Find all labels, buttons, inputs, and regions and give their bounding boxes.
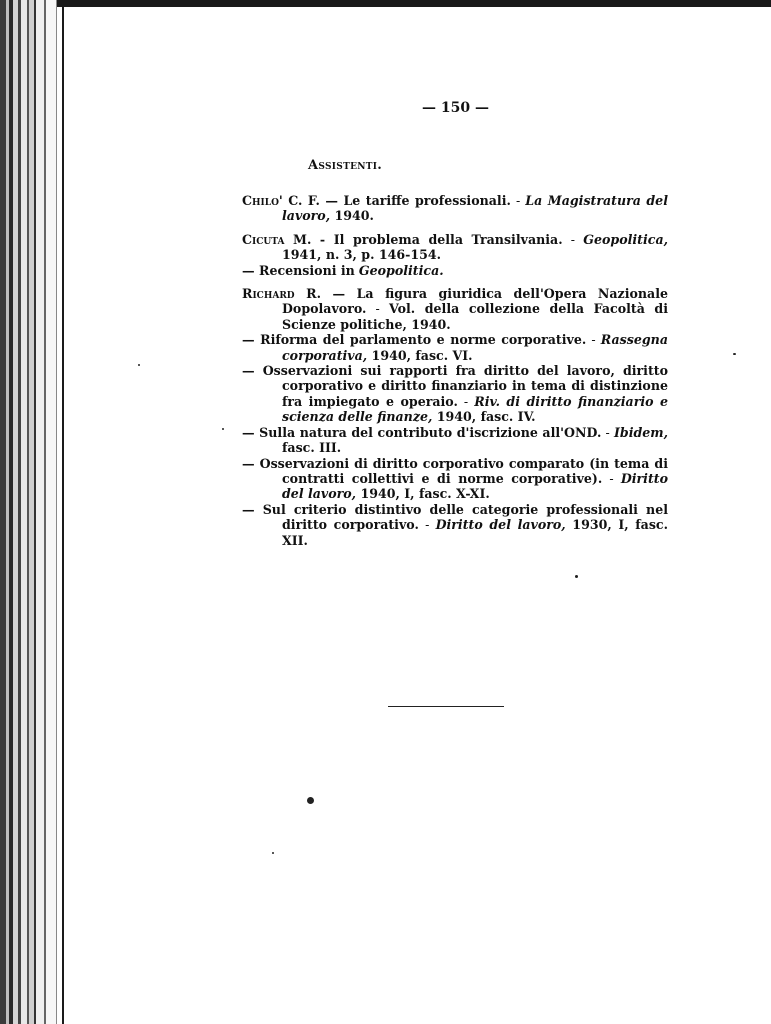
bibliography-entry: Richard R. — La figura giuridica dell'Opera Nazionale Dopolavoro. - Vol. della collezione della Facoltà di Scienze politiche, 1940.: [242, 286, 668, 332]
bibliography-entry: Cicuta M. - Il problema della Transilvania. - Geopolitica, 1941, n. 3, p. 146-154.: [242, 231, 668, 263]
entry-journal: La Magistratura del lavoro,: [282, 193, 668, 224]
entry-details: Vol. della collezione della Facoltà di Scienze politiche, 1940.: [282, 301, 668, 332]
entry-journal: Riv. di diritto finanziario e scienza delle finanze,: [282, 393, 668, 425]
entry-details: 1940, I, fasc. X-XI.: [356, 486, 490, 502]
entry-title: Sulla natura del contributo d'iscrizione all'OND.: [259, 424, 602, 440]
scan-speck: [138, 364, 140, 366]
entry-title: Le tariffe professionali.: [343, 193, 511, 208]
entry-journal: Geopolitica,: [583, 231, 668, 247]
bibliography-entry: — Sul criterio distintivo delle categorie professionali nel diritto corporativo. - Diritto del lavoro, 1930, I, fasc. XII.: [242, 501, 668, 548]
bibliography-entry: — Sulla natura del contributo d'iscrizione all'OND. - Ibidem, fasc. III.: [242, 424, 669, 456]
entry-title: Riforma del parlamento e norme corporative.: [260, 332, 587, 348]
entry-title: Osservazioni di diritto corporativo comparato (in tema di contratti collettivi e di norme corporative).: [259, 455, 669, 486]
entry-title: Recensioni in: [258, 262, 355, 278]
entry-details: 1941, n. 3, p. 146-154.: [282, 247, 442, 263]
bibliography-entry: Chilo' C. F. — Le tariffe professionali. - La Magistratura del lavoro, 1940.: [242, 193, 668, 224]
entry-details: 1940, fasc. IV.: [432, 409, 536, 425]
entry-details: 1940.: [330, 208, 374, 224]
bibliography-entry: — Osservazioni sui rapporti fra diritto del lavoro, diritto corporativo e diritto finanziario in tema di distinzione fra impiegato e operaio. - Riv. di diritto finanziario e scienza delle finanze, 1940, fasc. IV.: [242, 363, 668, 425]
entry-journal: Rassegna corporativa,: [282, 332, 668, 363]
entry-author: Chilo' C. F.: [242, 193, 320, 208]
entry-journal: Geopolitica.: [358, 262, 444, 278]
entry-journal: Diritto del lavoro,: [435, 517, 566, 533]
entry-title: Osservazioni sui rapporti fra diritto del lavoro, diritto corporativo e diritto finanziario in tema di distinzione fra impiegato e operaio.: [262, 363, 668, 409]
scan-speck: [307, 797, 314, 804]
entry-journal: Diritto del lavoro,: [282, 470, 668, 502]
entry-author: Richard R.: [242, 286, 321, 302]
scan-speck: [272, 852, 274, 854]
entry-details: fasc. III.: [282, 440, 342, 456]
bibliography-entry: — Recensioni in Geopolitica.: [242, 262, 444, 278]
entry-title: Il problema della Transilvania.: [333, 231, 563, 247]
entry-title: Sul criterio distintivo delle categorie professionali nel diritto corporativo.: [262, 501, 668, 533]
entry-journal: Ibidem,: [614, 424, 669, 440]
section-heading: Assistenti.: [308, 158, 383, 173]
scan-speck: [222, 428, 224, 430]
bibliography-entry: — Riforma del parlamento e norme corporative. - Rassegna corporativa, 1940, fasc. VI.: [242, 332, 668, 363]
scan-speck: [733, 353, 736, 355]
entry-details: 1940, fasc. VI.: [367, 347, 473, 363]
bibliography-entry: — Osservazioni di diritto corporativo comparato (in tema di contratti collettivi e di norme corporative). - Diritto del lavoro, 1940, I, fasc. X-XI.: [242, 455, 669, 502]
end-rule: [388, 706, 504, 707]
entry-author: Cicuta M.: [242, 231, 312, 247]
bibliography-list: [236, 193, 668, 548]
scan-speck: [575, 575, 578, 578]
entry-title: La figura giuridica dell'Opera Nazionale Dopolavoro.: [282, 286, 668, 317]
entry-details: 1930, I, fasc. XII.: [282, 517, 668, 548]
page-number: — 150 —: [422, 100, 489, 116]
